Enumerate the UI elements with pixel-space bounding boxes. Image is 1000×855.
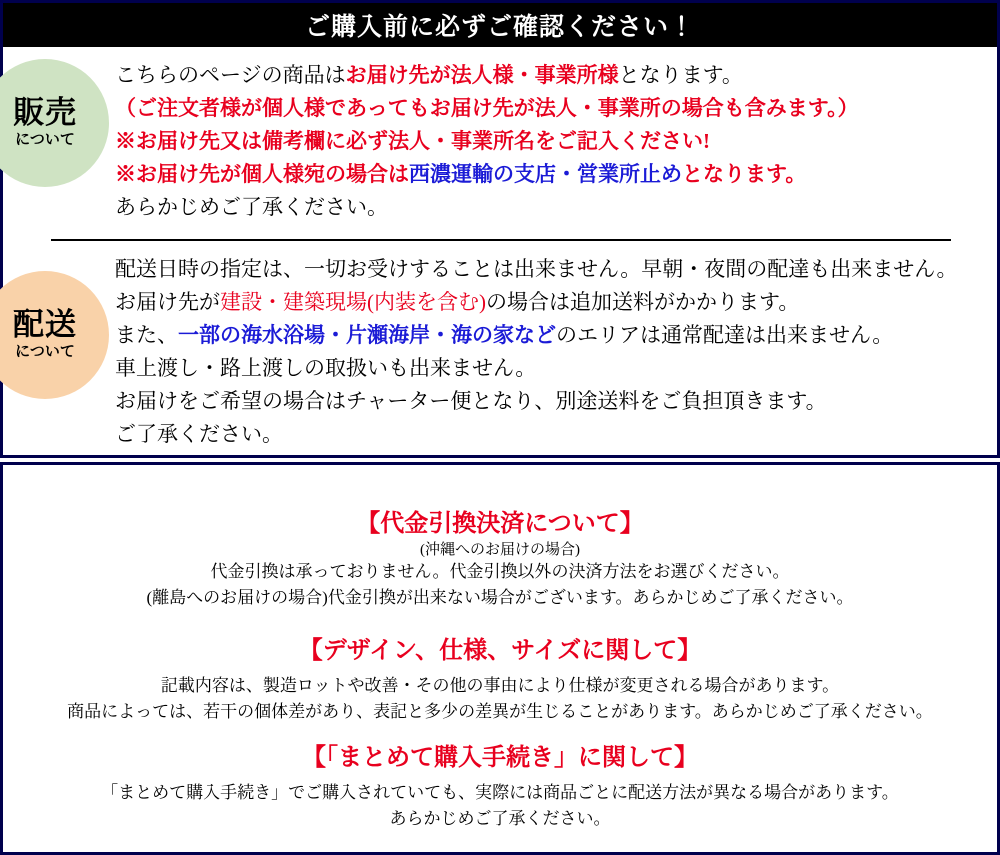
section-title: 【代金引換決済について】 — [356, 511, 644, 537]
badge-delivery — [0, 271, 109, 399]
notice-section-bulk-purchase — [3, 737, 997, 832]
badge-delivery-subtitle: について — [15, 344, 75, 361]
notice-text-span: お届けをご希望の場合はチャーター便となり、別途送料をご負担頂きます。 — [115, 389, 827, 413]
headline-text: ご購入前に必ずご確認ください！ — [304, 14, 695, 41]
section-line: あらかじめご了承ください。 — [389, 809, 611, 828]
notice-text-span: となります。 — [618, 63, 743, 87]
notice-text-span: となります。 — [682, 162, 807, 186]
badge-sales-subtitle: について — [15, 132, 75, 149]
notice-text-span: のエリアは通常配達は出来ません。 — [556, 323, 894, 347]
notice-text-span: ※お届け先が個人様宛の場合は — [115, 162, 409, 186]
section-divider — [51, 239, 951, 241]
notice-text-span: あらかじめご了承ください。 — [115, 195, 388, 219]
sales-notice-text — [115, 59, 991, 224]
notice-line — [115, 385, 995, 418]
notice-text-span: 車上渡し・路上渡しの取扱いも出来ません。 — [115, 356, 537, 380]
notice-text-span: 建設・建築現場(内装を含む) — [220, 290, 486, 314]
additional-notice-panel — [0, 462, 1000, 855]
notice-section-cod — [3, 503, 997, 611]
notice-text-span: 配送日時の指定は、一切お受けすることは出来ません。早朝・夜間の配達も出来ません。 — [115, 257, 958, 281]
headline-bar — [3, 3, 997, 47]
notice-line — [115, 253, 995, 286]
section-subtitle: (沖縄へのお届けの場合) — [420, 542, 580, 558]
notice-section-design — [3, 630, 997, 725]
notice-line — [115, 59, 991, 92]
notice-text-span: の場合は追加送料がかかります。 — [486, 290, 800, 314]
section-line: 代金引換は承っておりません。代金引換以外の決済方法をお選びください。 — [210, 562, 790, 581]
notice-text-span: ※お届け先又は備考欄に必ず法人・事業所名をご記入ください! — [115, 129, 710, 153]
section-title: 【「まとめて購入手続き」に関して】 — [302, 745, 698, 771]
badge-sales-title: 販売 — [13, 94, 77, 130]
notice-line — [115, 319, 995, 352]
notice-line — [115, 352, 995, 385]
delivery-notice-text — [115, 253, 995, 451]
section-line: 記載内容は、製造ロットや改善・その他の事由により仕様が変更される場合があります。 — [160, 676, 840, 695]
notice-text-span: また、 — [115, 323, 178, 347]
notice-text-span: 一部の海水浴場・片瀬海岸・海の家など — [178, 323, 556, 347]
section-line: 商品によっては、若干の個体差があり、表記と多少の差異が生じることがあります。あらかじめご了承ください。 — [67, 702, 933, 721]
notice-text-span: お届け先が法人様・事業所様 — [345, 63, 619, 87]
notice-text-span: お届け先が — [115, 290, 220, 314]
notice-line — [115, 418, 995, 451]
section-title: 【デザイン、仕様、サイズに関して】 — [298, 638, 702, 664]
notice-line — [115, 191, 991, 224]
badge-sales — [0, 59, 109, 187]
notice-line — [115, 158, 991, 191]
notice-text-span: （ご注文者様が個人様であってもお届け先が法人・事業所の場合も含みます。） — [115, 96, 859, 120]
notice-text-span: 西濃運輸の支店・営業所止め — [409, 162, 682, 186]
section-line: 「まとめて購入手続き」でご購入されていても、実際には商品ごとに配送方法が異なる場合があります。 — [101, 783, 899, 802]
notice-line — [115, 286, 995, 319]
notice-text-span: ご了承ください。 — [115, 422, 283, 446]
section-line: (離島へのお届けの場合)代金引換が出来ない場合がございます。あらかじめご了承ください。 — [146, 588, 854, 607]
notice-line — [115, 125, 991, 158]
notice-line — [115, 92, 991, 125]
notice-text-span: こちらのページの商品は — [115, 63, 346, 87]
badge-delivery-title: 配送 — [13, 306, 77, 342]
